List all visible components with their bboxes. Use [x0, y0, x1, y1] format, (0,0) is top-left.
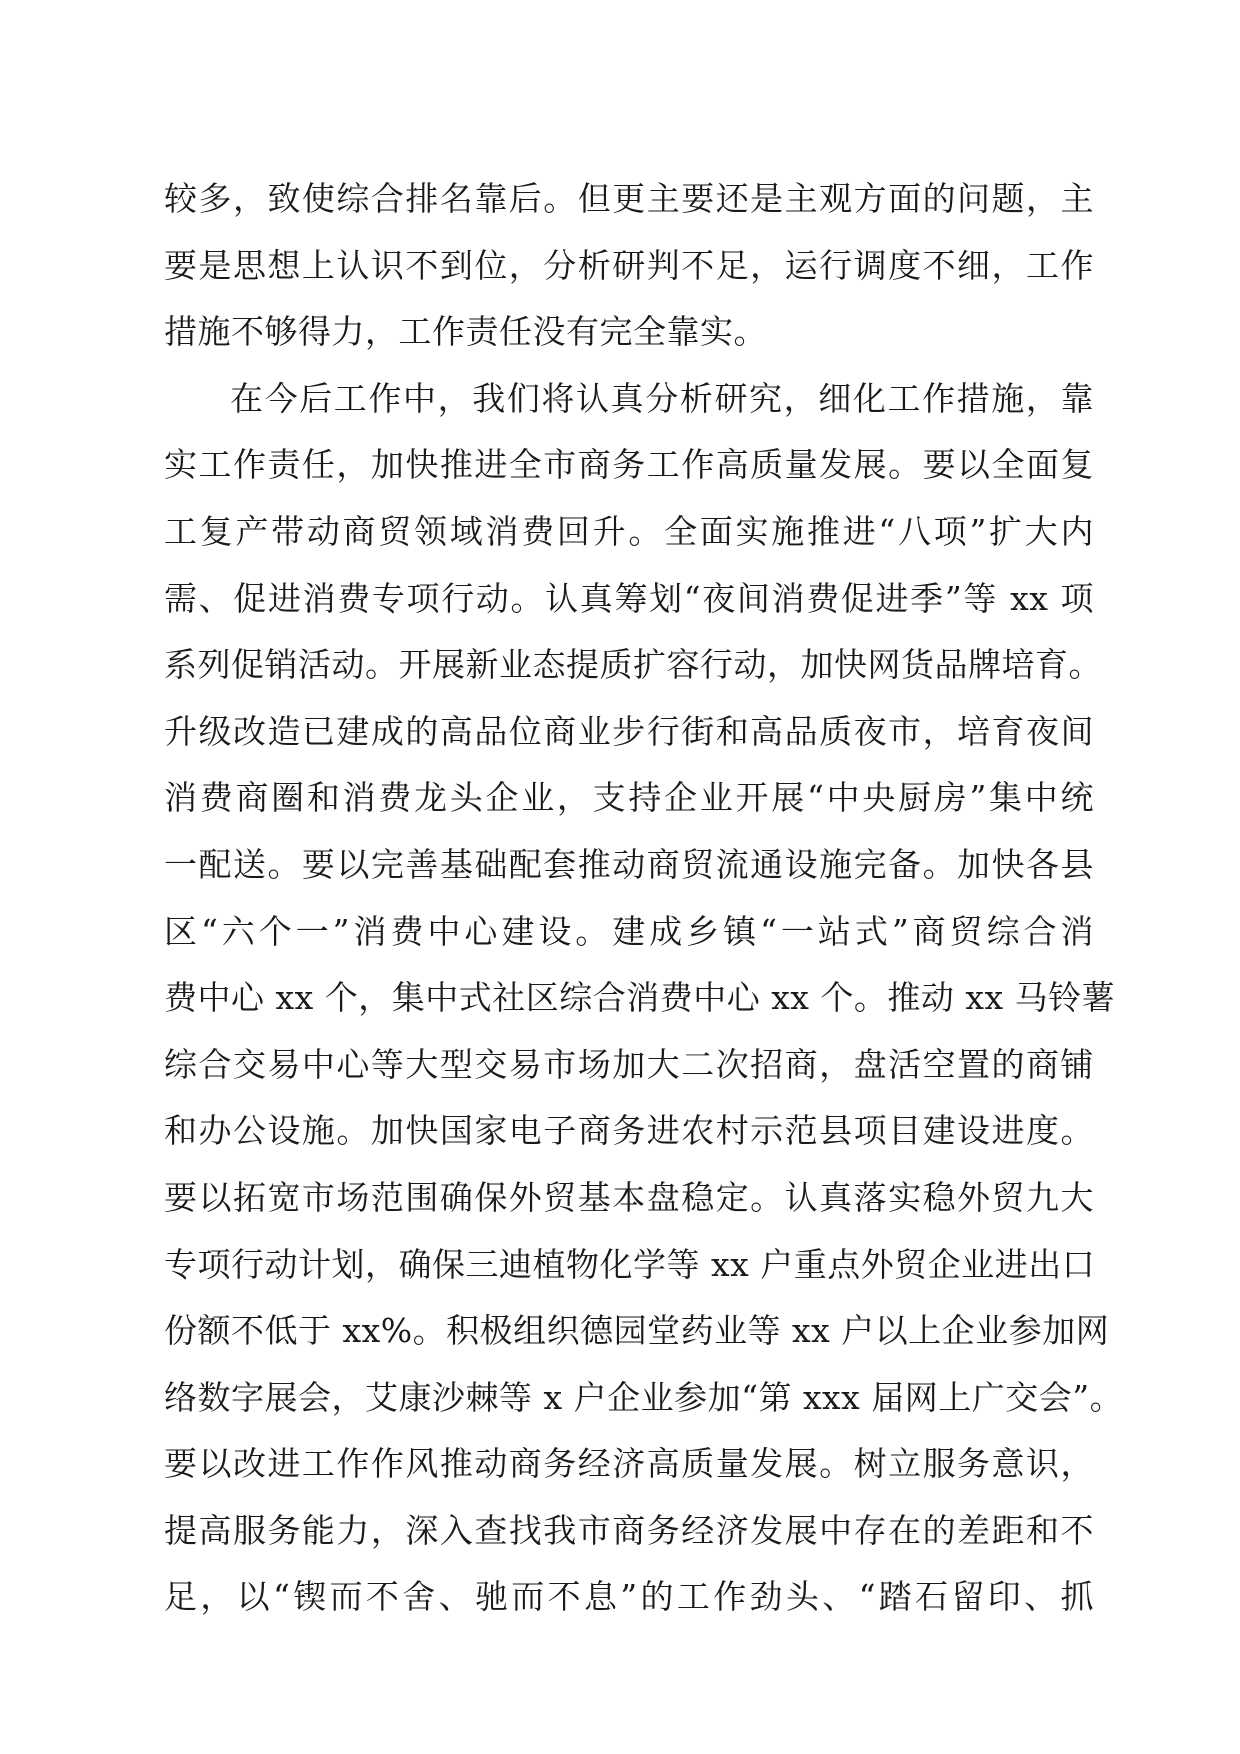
text-line: 络数字展会，艾康沙棘等 x 户企业参加“第 xxx 届网上广交会”。 [164, 1377, 1124, 1417]
text-line: 消费商圈和消费龙头企业，支持企业开展“中央厨房”集中统 [164, 778, 1094, 818]
text-line: 较多，致使综合排名靠后。但更主要还是主观方面的问题，主 [164, 179, 1094, 218]
text-line: 区“六个一”消费中心建设。建成乡镇“一站式”商贸综合消 [164, 911, 1094, 951]
text-line: 措施不够得力，工作责任没有完全靠实。 [164, 312, 767, 352]
text-line: 升级改造已建成的高品位商业步行街和高品质夜市，培育夜间 [164, 711, 1094, 751]
paragraph-first-line: 在今后工作中，我们将认真分析研究，细化工作措施，靠 [230, 378, 1094, 418]
text-line: 一配送。要以完善基础配套推动商贸流通设施完备。加快各县 [164, 844, 1094, 884]
text-line: 提高服务能力，深入查找我市商务经济发展中存在的差距和不 [164, 1510, 1094, 1550]
text-line: 费中心 xx 个，集中式社区综合消费中心 xx 个。推动 xx 马铃薯 [164, 978, 1116, 1018]
text-line: 和办公设施。加快国家电子商务进农村示范县项目建设进度。 [164, 1111, 1094, 1151]
body-text [164, 166, 1124, 1631]
text-line: 要以改进工作作风推动商务经济高质量发展。树立服务意识， [164, 1444, 1094, 1484]
text-line: 专项行动计划，确保三迪植物化学等 xx 户重点外贸企业进出口 [164, 1244, 1096, 1284]
text-line: 需、促进消费专项行动。认真筹划“夜间消费促进季”等 xx 项 [164, 578, 1094, 618]
text-line: 系列促销活动。开展新业态提质扩容行动，加快网货品牌培育。 [164, 645, 1102, 685]
text-line: 要以拓宽市场范围确保外贸基本盘稳定。认真落实稳外贸九大 [164, 1177, 1094, 1217]
text-line: 工复产带动商贸领域消费回升。全面实施推进“八项”扩大内 [164, 511, 1094, 551]
text-line: 足，以“锲而不舍、驰而不息”的工作劲头、“踏石留印、抓 [164, 1577, 1094, 1617]
text-line: 要是思想上认识不到位，分析研判不足，运行调度不细，工作 [164, 245, 1094, 285]
text-line: 综合交易中心等大型交易市场加大二次招商，盘活空置的商铺 [164, 1044, 1094, 1084]
text-line: 份额不低于 xx%。积极组织德园堂药业等 xx 户以上企业参加网 [164, 1311, 1110, 1351]
text-line: 实工作责任，加快推进全市商务工作高质量发展。要以全面复 [164, 445, 1094, 485]
